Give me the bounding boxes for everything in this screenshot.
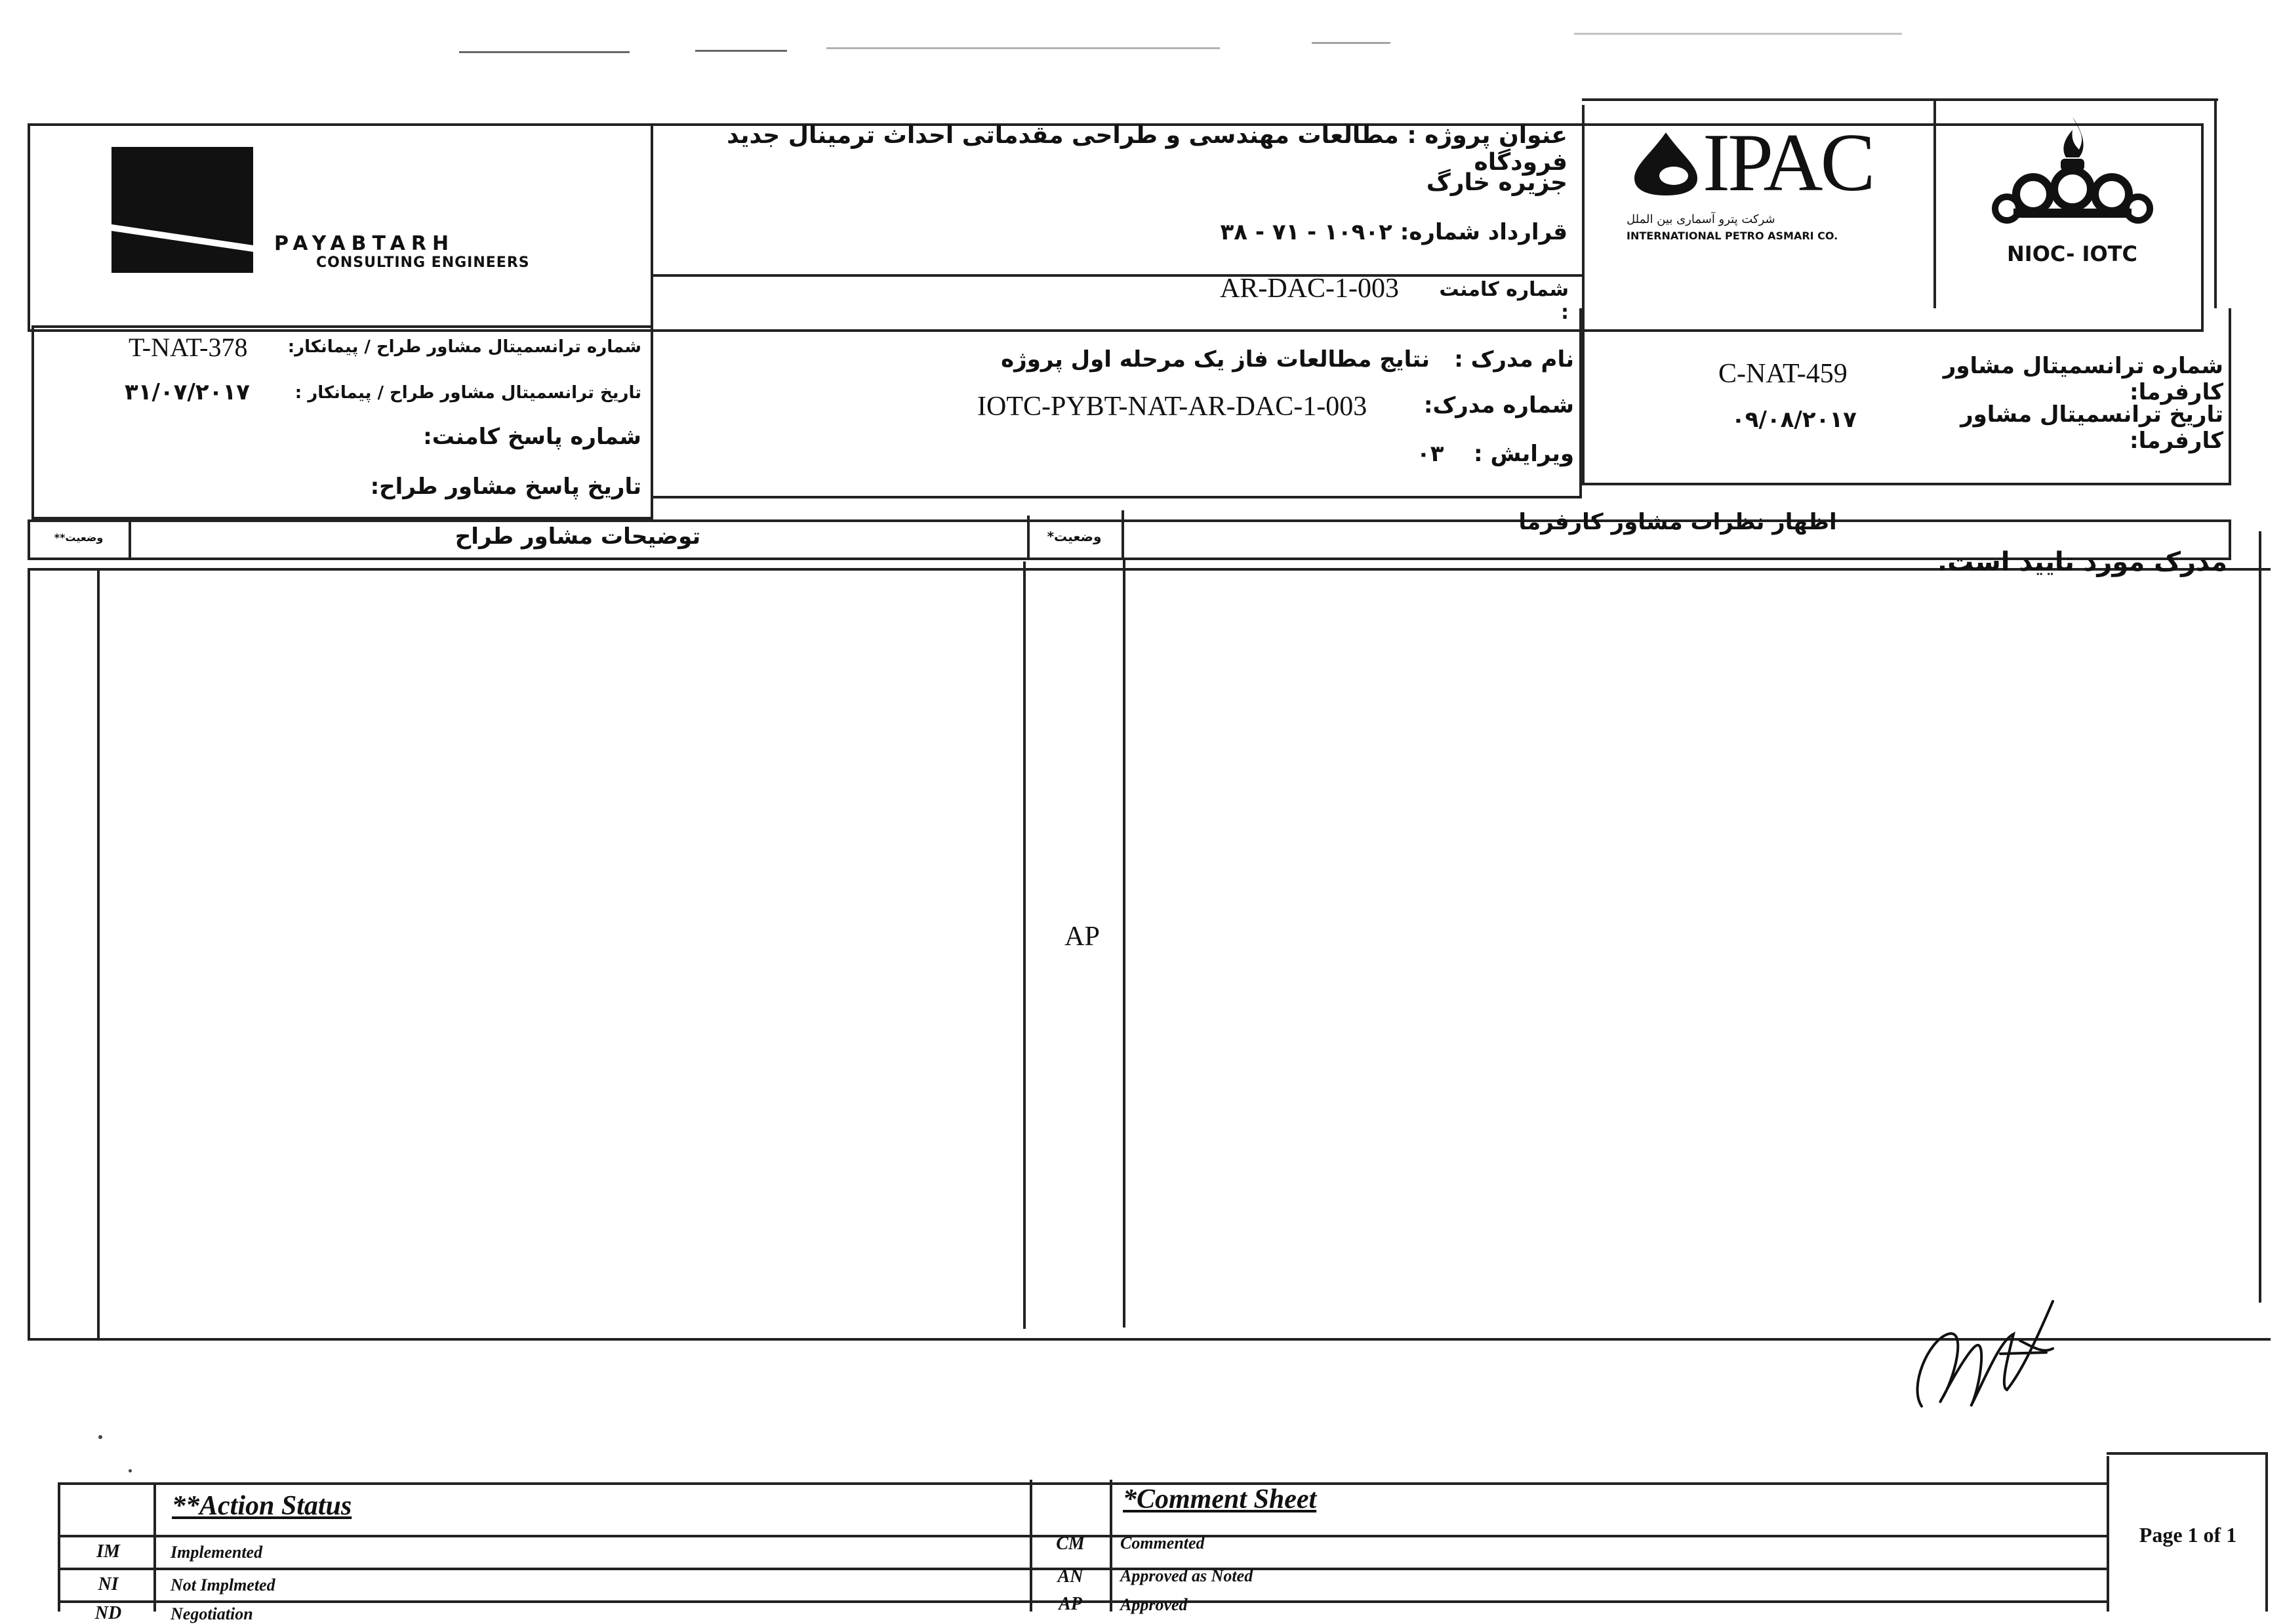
divider <box>651 274 1582 277</box>
nioc-logo <box>1968 110 2177 274</box>
action-label: Not Implmeted <box>171 1575 275 1594</box>
divider <box>1023 561 1026 1329</box>
scan-artifact <box>129 1469 132 1472</box>
scan-artifact <box>98 1435 102 1439</box>
action-code: IM <box>96 1541 120 1562</box>
scan-artifact <box>826 47 1220 49</box>
client-comments-header: اظهار نظرات مشاور کارفرما <box>1518 509 1837 535</box>
scan-artifact <box>1574 33 1902 35</box>
doc-name-label: نام مدرک : <box>1454 346 1574 373</box>
comment-code: AN <box>1057 1566 1083 1587</box>
revision-label: ویرایش : <box>1474 441 1574 467</box>
ipac-drop-icon <box>1627 130 1705 195</box>
divider <box>1123 560 1125 1328</box>
action-label: Implemented <box>171 1543 263 1562</box>
client-transmittal-date-label: تاریخ ترانسمیتال مشاور کارفرما: <box>1960 401 2223 454</box>
action-code: ND <box>94 1603 122 1623</box>
comment-code: CM <box>1056 1533 1085 1554</box>
revision-value: ۰۳ <box>1417 441 1444 467</box>
ipac-english-line: INTERNATIONAL PETRO ASMARI CO. <box>1627 230 1838 242</box>
action-label: Negotiation <box>171 1604 253 1623</box>
ipac-logo <box>1627 117 1902 257</box>
contract-number: قرارداد شماره: ۱۰۹۰۲ - ۷۱ - ۳۸ <box>1220 219 1567 245</box>
reply-date-label: تاریخ پاسخ مشاور طراح: <box>370 474 641 500</box>
divider <box>2107 1452 2267 1455</box>
client-comment-text: مدرک مورد تایید است. <box>1937 547 2227 577</box>
divider <box>97 568 100 1341</box>
client-transmittal-date-value: ۰۹/۰۸/۲۰۱۷ <box>1731 407 1857 433</box>
scan-artifact <box>695 50 787 52</box>
ipac-wordmark: IPAC <box>1703 117 1873 209</box>
page-indicator: Page 1 of 1 <box>2139 1523 2237 1547</box>
scan-artifact <box>459 51 630 53</box>
doc-name-value: نتایج مطالعات فاز یک مرحله اول پروژه <box>1001 346 1430 373</box>
divider <box>2107 1456 2109 1612</box>
designer-transmittal-date-label: تاریخ ترانسمیتال مشاور طراح / پیمانکار : <box>294 383 641 403</box>
comment-code: AP <box>1059 1594 1082 1614</box>
scan-artifact <box>1312 42 1390 44</box>
divider <box>1582 105 1585 314</box>
comment-label: Commented <box>1120 1533 1205 1553</box>
divider <box>1582 98 2218 101</box>
payabtarh-subtitle: CONSULTING ENGINEERS <box>316 254 530 271</box>
designer-comments-header: توضیحات مشاور طراح <box>455 523 701 550</box>
comment-label: Approved as Noted <box>1120 1566 1253 1585</box>
designer-transmittal-date-value: ۳۱/۰۷/۲۰۱۷ <box>125 379 250 405</box>
reply-number-label: شماره پاسخ کامنت: <box>423 424 641 450</box>
status-value: AP <box>1064 922 1100 952</box>
project-title-line2: جزیره خارگ <box>1426 169 1567 196</box>
signature <box>1902 1275 2099 1432</box>
payabtarh-logo-mark <box>111 147 253 273</box>
divider <box>1933 98 1936 308</box>
action-status-title: **Action Status <box>172 1491 352 1521</box>
comment-number-label: شماره کامنت : <box>1439 278 1569 324</box>
nioc-flame-icon <box>1987 110 2158 228</box>
divider <box>1110 1480 1112 1612</box>
payabtarh-logo <box>111 147 571 278</box>
client-transmittal-value: C-NAT-459 <box>1718 359 1848 389</box>
payabtarh-name: PAYABTARH <box>274 232 455 255</box>
divider <box>651 123 653 332</box>
ipac-persian-line: شرکت پترو آسماری بین الملل <box>1627 213 1775 226</box>
status-small-label: وضعیت** <box>54 531 104 544</box>
table-body <box>28 568 2271 1341</box>
action-code: NI <box>98 1574 119 1594</box>
client-transmittal-label: شماره ترانسمیتال مشاور کارفرما: <box>1943 353 2223 405</box>
project-title-line1: عنوان پروژه : مطالعات مهندسی و طراحی مقدماتی احداث ترمینال جدید فرودگاه <box>727 122 1567 176</box>
divider <box>2214 98 2217 308</box>
divider <box>2259 531 2261 1303</box>
divider <box>2265 1452 2268 1612</box>
divider <box>153 1482 156 1612</box>
doc-number-label: شماره مدرک: <box>1423 392 1574 418</box>
comment-sheet-title: *Comment Sheet <box>1123 1484 1317 1514</box>
designer-transmittal-label: شماره ترانسمیتال مشاور طراح / پیمانکار: <box>287 337 641 357</box>
comment-label: Approved <box>1120 1595 1188 1614</box>
nioc-caption: NIOC- IOTC <box>2007 241 2137 266</box>
doc-number-value: IOTC-PYBT-NAT-AR-DAC-1-003 <box>977 392 1367 422</box>
designer-transmittal-value: T-NAT-378 <box>129 333 248 362</box>
comment-number-value: AR-DAC-1-003 <box>1220 274 1399 304</box>
status-mid-label: وضعیت* <box>1047 529 1102 544</box>
